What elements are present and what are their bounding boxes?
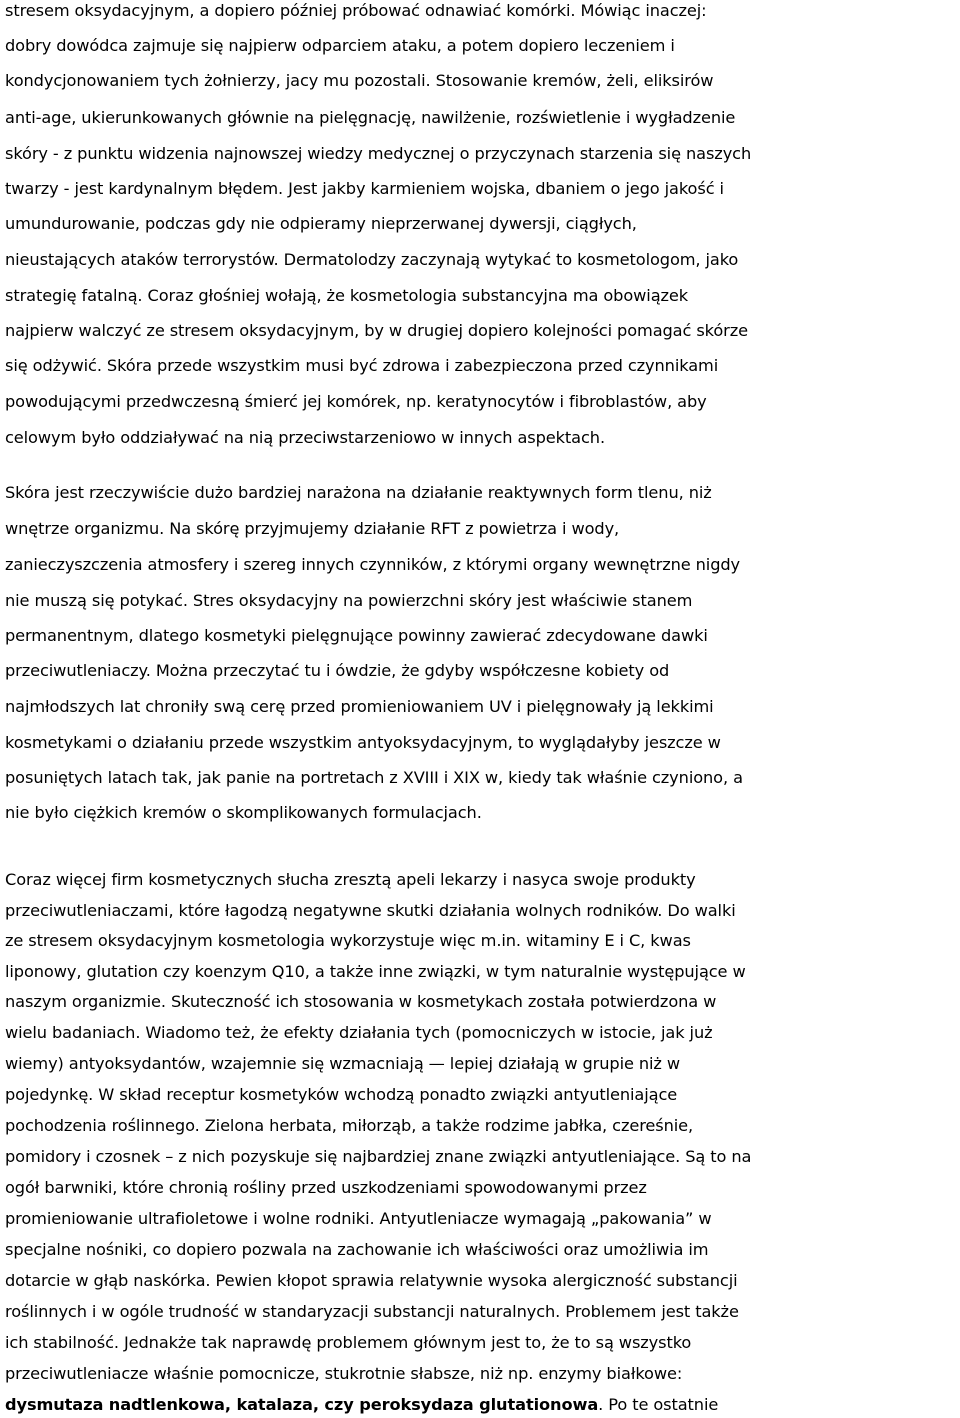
paragraph-3-line-1: Coraz więcej firm kosmetycznych słucha zresztą apeli lekarzy i nasyca swoje produkty [5,870,696,889]
paragraph-1-line-12: powodującymi przedwczesną śmierć jej komórek, np. keratynocytów i fibroblastów, aby [5,392,707,411]
paragraph-1-line-2: dobry dowódca zajmuje się najpierw odparciem ataku, a potem dopiero leczeniem i [5,36,675,55]
paragraph-2-line-3: zanieczyszczenia atmosfery i szereg innych czynników, z którymi organy wewnętrzne nigdy [5,555,741,574]
paragraph-2-line-1: Skóra jest rzeczywiście dużo bardziej narażona na działanie reaktywnych form tlenu, niż [5,483,712,502]
paragraph-3-line-4: liponowy, glutation czy koenzym Q10, a także inne związki, w tym naturalnie występujące w [5,962,746,981]
paragraph-3-line-12: promieniowanie ultrafioletowe i wolne rodniki. Antyutleniacze wymagają „pakowania” w [5,1209,712,1228]
paragraph-2-line-2: wnętrze organizmu. Na skórę przyjmujemy działanie RFT z powietrza i wody, [5,519,620,538]
paragraph-1-line-7: umundurowanie, podczas gdy nie odpieramy nieprzerwanej dywersji, ciągłych, [5,214,637,233]
paragraph-1-line-4: anti-age, ukierunkowanych głównie na pielęgnację, nawilżenie, rozświetlenie i wygładzenie [5,108,736,127]
paragraph-3-line-18 [5,1394,718,1416]
paragraph-3-line-8: pojedynkę. W skład receptur kosmetyków wchodzą ponadto związki antyutleniające [5,1085,678,1104]
paragraph-1-line-8: nieustających ataków terrorystów. Dermatolodzy zaczynają wytykać to kosmetologom, jako [5,250,739,269]
paragraph-2-line-6: przeciwutleniaczy. Można przeczytać tu i ówdzie, że gdyby współczesne kobiety od [5,661,670,680]
paragraph-3-line-14: dotarcie w głąb naskórka. Pewien kłopot sprawia relatywnie wysoka alergiczność substancji [5,1271,738,1290]
paragraph-1-line-13: celowym było oddziaływać na nią przeciwstarzeniowo w innych aspektach. [5,428,606,447]
paragraph-3-line-13: specjalne nośniki, co dopiero pozwala na zachowanie ich właściwości oraz umożliwia im [5,1240,709,1259]
final-line-tail: . Po te ostatnie [598,1395,719,1414]
paragraph-1-line-5: skóry - z punktu widzenia najnowszej wiedzy medycznej o przyczynach starzenia się naszych [5,144,752,163]
paragraph-3-line-16: ich stabilność. Jednakże tak naprawdę problemem głównym jest to, że to są wszystko [5,1333,692,1352]
paragraph-3-line-3: ze stresem oksydacyjnym kosmetologia wykorzystuje więc m.in. witaminy E i C, kwas [5,931,691,950]
paragraph-1-line-11: się odżywić. Skóra przede wszystkim musi być zdrowa i zabezpieczona przed czynnikami [5,356,719,375]
paragraph-1-line-10: najpierw walczyć ze stresem oksydacyjnym, by w drugiej dopiero kolejności pomagać skórze [5,321,748,340]
paragraph-2-line-4: nie muszą się potykać. Stres oksydacyjny na powierzchni skóry jest właściwie stanem [5,591,693,610]
paragraph-3-line-7: wiemy) antyoksydantów, wzajemnie się wzmacniają — lepiej działają w grupie niż w [5,1054,681,1073]
paragraph-2-line-7: najmłodszych lat chroniły swą cerę przed promieniowaniem UV i pielęgnowały ją lekkimi [5,697,714,716]
paragraph-3-line-6: wielu badaniach. Wiadomo też, że efekty działania tych (pomocniczych w istocie, jak już [5,1023,713,1042]
bold-enzyme-list: dysmutaza nadtlenkowa, katalaza, czy peroksydaza glutationowa [5,1395,599,1414]
paragraph-1-line-9: strategię fatalną. Coraz głośniej wołają, że kosmetologia substancyjna ma obowiązek [5,286,689,305]
paragraph-2-line-9: posuniętych latach tak, jak panie na portretach z XVIII i XIX w, kiedy tak właśnie czyniono, a [5,768,743,787]
paragraph-1-line-1: stresem oksydacyjnym, a dopiero później próbować odnawiać komórki. Mówiąc inaczej: [5,1,707,20]
paragraph-3-line-15: roślinnych i w ogóle trudność w standaryzacji substancji naturalnych. Problemem jest także [5,1302,739,1321]
paragraph-3-line-17: przeciwutleniacze właśnie pomocnicze, stukrotnie słabsze, niż np. enzymy białkowe: [5,1364,683,1383]
paragraph-2-line-8: kosmetykami o działaniu przede wszystkim antyoksydacyjnym, to wyglądałyby jeszcze w [5,733,721,752]
paragraph-3-line-9: pochodzenia roślinnego. Zielona herbata, miłorząb, a także rodzime jabłka, czereśnie, [5,1116,694,1135]
paragraph-3-line-5: naszym organizmie. Skuteczność ich stosowania w kosmetykach została potwierdzona w [5,992,717,1011]
paragraph-1-line-6: twarzy - jest kardynalnym błędem. Jest jakby karmieniem wojska, dbaniem o jego jakość i [5,179,724,198]
paragraph-3-line-11: ogół barwniki, które chronią rośliny przed uszkodzeniami spowodowanymi przez [5,1178,647,1197]
paragraph-1-line-3: kondycjonowaniem tych żołnierzy, jacy mu pozostali. Stosowanie kremów, żeli, eliksirów [5,71,714,90]
paragraph-2-line-10: nie było ciężkich kremów o skomplikowanych formulacjach. [5,803,482,822]
paragraph-3-line-2: przeciwutleniaczami, które łagodzą negatywne skutki działania wolnych rodników. Do walki [5,901,736,920]
paragraph-3-line-10: pomidory i czosnek – z nich pozyskuje się najbardziej znane związki antyutleniające. Są to na [5,1147,752,1166]
paragraph-2-line-5: permanentnym, dlatego kosmetyki pielęgnujące powinny zawierać zdecydowane dawki [5,626,708,645]
